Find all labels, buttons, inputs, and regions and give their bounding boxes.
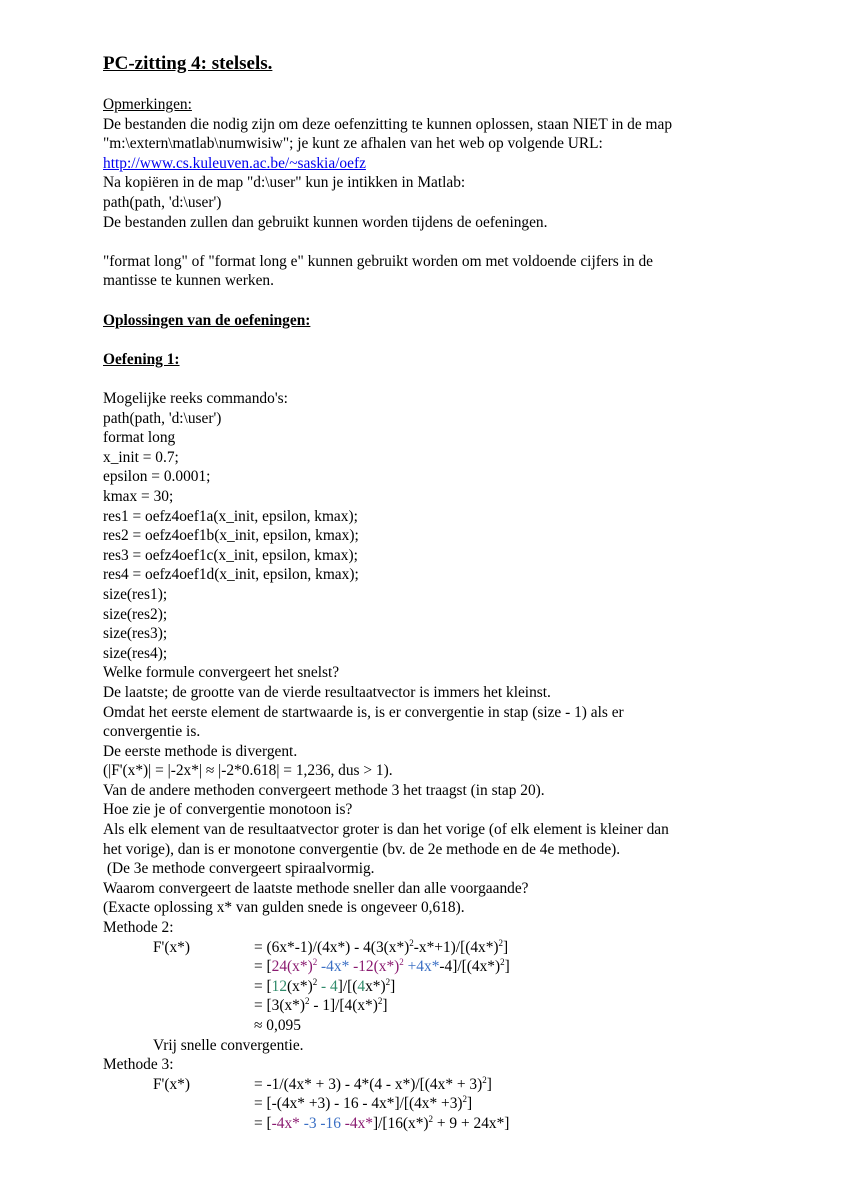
- text-line: Van de andere methoden convergeert methode 3 het traagst (in stap 20).: [103, 781, 545, 799]
- text-line: Waarom convergeert de laatste methode sneller dan alle voorgaande?: [103, 879, 529, 897]
- code-line: size(res4);: [103, 644, 168, 662]
- method-3-equation-2: = $[-(4x* +3) - 16 - 4x*]/[(4x* +3)^2]$: [254, 1094, 473, 1113]
- code-line: res3 = oefz4oef1c(x_init, epsilon, kmax);: [103, 546, 358, 564]
- remarks-line: path(path, 'd:\user'): [103, 193, 222, 211]
- text-line: (Exacte oplossing x* van gulden snede is ongeveer 0,618).: [103, 899, 465, 917]
- text-line: Omdat het eerste element de startwaarde is, is er convergentie in stap (size - 1) als er: [103, 703, 624, 721]
- method-2-conclusion: Vrij snelle convergentie.: [153, 1036, 304, 1054]
- download-url-link[interactable]: http://www.cs.kuleuven.ac.be/~saskia/oefz: [103, 154, 366, 172]
- text-line: Welke formule convergeert het snelst?: [103, 664, 340, 682]
- code-line: format long: [103, 429, 176, 447]
- text-line: Mogelijke reeks commando's:: [103, 390, 288, 407]
- method-2-equation-3: = $[12(x*)^2 - 4]/[(4x*)^2]$: [254, 976, 396, 995]
- code-line: size(res2);: [103, 605, 168, 623]
- text-line: (De 3e methode convergeert spiraalvormig.: [103, 860, 375, 878]
- method-2-equation-4: = $[3(x*)^2 - 1]/[4(x*)^2]$: [254, 996, 388, 1015]
- text-line: (|F'(x*)| = |-2x*| ≈ |-2*0.618| = 1,236, dus > 1).: [103, 762, 393, 780]
- method-2-equation-2: = [$24(x*)^2$ -4x* $-12(x*)^2 +4x*-4]/[(4x*)^2]$: [254, 957, 510, 976]
- code-line: res1 = oefz4oef1a(x_init, epsilon, kmax);: [103, 507, 358, 525]
- code-line: x_init = 0.7;: [103, 448, 179, 466]
- code-line: size(res3);: [103, 625, 168, 643]
- remarks-line: mantisse te kunnen werken.: [103, 272, 274, 290]
- page-title: PC-zitting 4: stelsels.: [103, 53, 273, 74]
- method-3-equation-3: = [-4x* -3 -16 $-4x*]/[16(x*)^2 + 9 + 24x*]$: [254, 1113, 510, 1132]
- remarks-line: "format long" of "format long e" kunnen gebruikt worden om met voldoende cijfers in de: [103, 252, 653, 270]
- code-line: res4 = oefz4oef1d(x_init, epsilon, kmax);: [103, 566, 359, 584]
- text-line: Als elk element van de resultaatvector groter is dan het vorige (of elk element is kleiner dan: [103, 821, 669, 839]
- remarks-line: De bestanden die nodig zijn om deze oefenzitting te kunnen oplossen, staan NIET in de map: [103, 115, 673, 133]
- text-line: het vorige), dan is er monotone convergentie (bv. de 2e methode en de 4e methode).: [103, 840, 621, 858]
- exercise-1-body: [103, 389, 803, 1134]
- remarks-line: Na kopiëren in de map "d:\user" kun je intikken in Matlab:: [103, 174, 466, 192]
- remarks-heading: Opmerkingen:: [103, 96, 192, 113]
- code-line: epsilon = 0.0001;: [103, 468, 211, 486]
- method-3-equation-1: $F'(x*) = -1/(4x* + 3) - 4*(4 - x*)/[(4x* + 3)^2]$: [153, 1074, 492, 1093]
- text-line: convergentie is.: [103, 723, 201, 741]
- method-2-equation-1: $F'(x*) = (6x*-1)/(4x*) - 4(3(x*)^2-x*+1)/[(4x*)^2]$: [153, 937, 509, 956]
- code-line: kmax = 30;: [103, 487, 174, 505]
- code-line: res2 = oefz4oef1b(x_init, epsilon, kmax);: [103, 527, 359, 545]
- method-2-equation-5: ≈ 0,095: [254, 1017, 301, 1034]
- text-line: De laatste; de grootte van de vierde resultaatvector is immers het kleinst.: [103, 683, 551, 701]
- remarks-line: "m:\extern\matlab\numwisiw"; je kunt ze afhalen van het web op volgende URL:: [103, 135, 603, 153]
- method-2-label: Methode 2:: [103, 919, 174, 937]
- code-line: path(path, 'd:\user'): [103, 409, 222, 427]
- code-line: size(res1);: [103, 585, 168, 603]
- text-line: De eerste methode is divergent.: [103, 742, 298, 760]
- solutions-heading: Oplossingen van de oefeningen:: [103, 312, 311, 329]
- exercise-1-heading: Oefening 1:: [103, 351, 180, 368]
- text-line: Hoe zie je of convergentie monotoon is?: [103, 801, 353, 819]
- remarks-section: [103, 95, 803, 291]
- remarks-line: De bestanden zullen dan gebruikt kunnen worden tijdens de oefeningen.: [103, 213, 548, 231]
- method-3-label: Methode 3:: [103, 1056, 174, 1074]
